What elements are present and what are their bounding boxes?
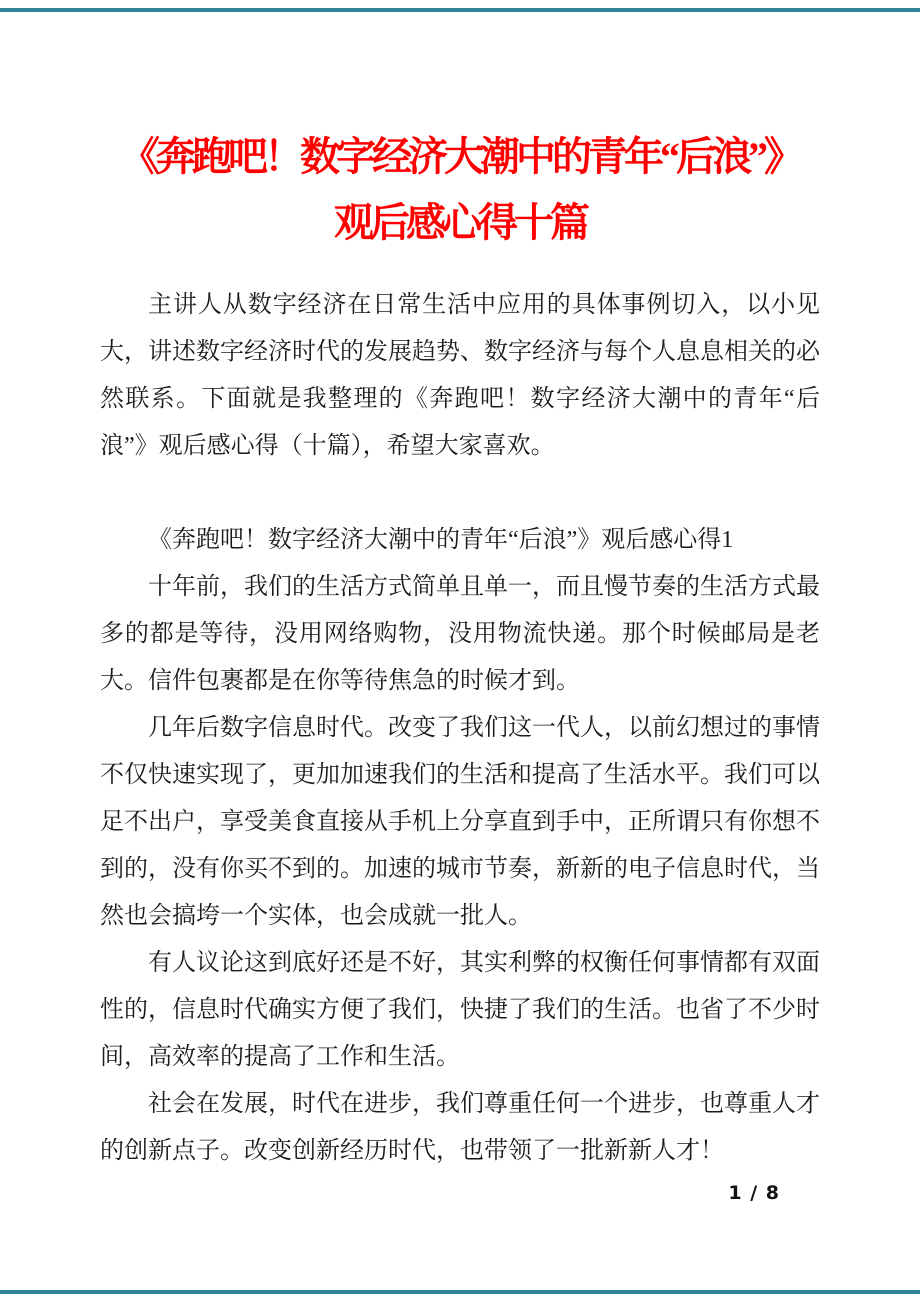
body-paragraph-2: 几年后数字信息时代。改变了我们这一代人，以前幻想过的事情不仅快速实现了，更加加速我们的生活和提高了生活水平。我们可以足不出户，享受美食直接从手机上分享直到手中，正所谓只有你想不到的，没有你买不到的。加速的城市节奏，新新的电子信息时代，当然也会搞垮一个实体，也会成就一批人。 [100,715,820,929]
document-title-line2: 观后感心得十篇 [334,200,586,245]
section-heading: 《奔跑吧！数字经济大潮中的青年“后浪”》观后感心得1 [148,527,734,553]
body-paragraph-3: 有人议论这到底好还是不好，其实利弊的权衡任何事情都有双面性的，信息时代确实方便了我们，快捷了我们的生活。也省了不少时间，高效率的提高了工作和生活。 [100,950,820,1070]
page-number: 1 / 8 [728,1182,780,1204]
document-title [0,0,920,256]
body-paragraph-4: 社会在发展，时代在进步，我们尊重任何一个进步，也尊重人才的创新点子。改变创新经历时代，也带领了一批新新人才！ [100,1091,820,1164]
blank-line [100,470,820,517]
page-top-border-line [0,8,920,12]
document-title-line1: 《奔跑吧！数字经济大潮中的青年“后浪”》 [120,134,800,179]
page-bottom-border-line [0,1290,920,1294]
document-body [100,282,820,1175]
body-paragraph-1: 十年前，我们的生活方式简单且单一，而且慢节奏的生活方式最多的都是等待，没用网络购物，没用物流快递。那个时候邮局是老大。信件包裹都是在你等待焦急的时候才到。 [100,574,820,694]
intro-paragraph: 主讲人从数字经济在日常生活中应用的具体事例切入，以小见大，讲述数字经济时代的发展趋势、数字经济与每个人息息相关的必然联系。下面就是我整理的《奔跑吧！数字经济大潮中的青年“后浪”》观后感心得（十篇），希望大家喜欢。 [100,292,820,459]
